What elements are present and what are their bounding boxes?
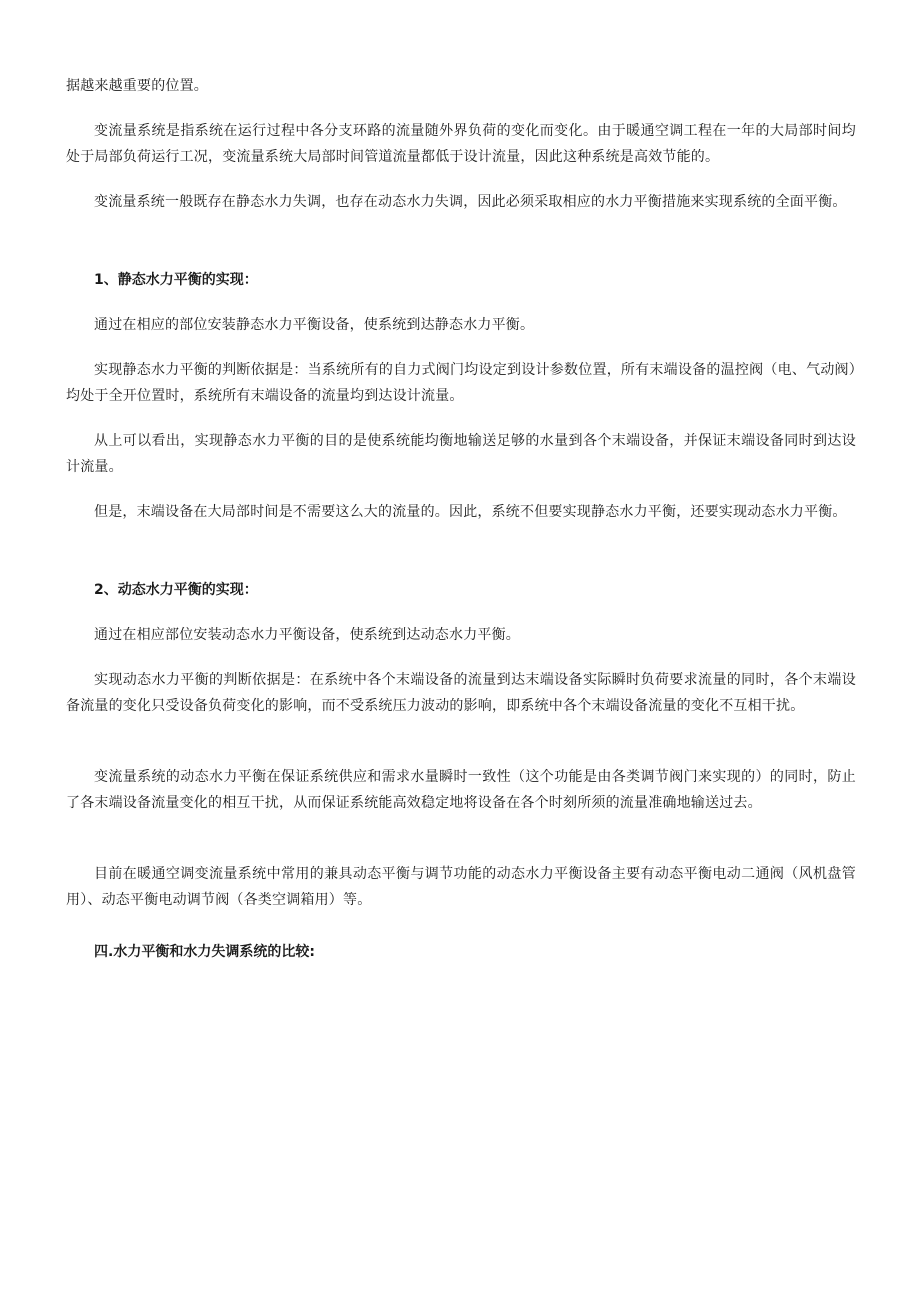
paragraph-static-devices: 通过在相应的部位安装静态水力平衡设备，使系统到达静态水力平衡。 bbox=[94, 317, 535, 333]
paragraph-dynamic-devices: 通过在相应部位安装动态水力平衡设备，使系统到达动态水力平衡。 bbox=[94, 627, 520, 643]
paragraph-variable-flow-definition: 变流量系统是指系统在运行过程中各分支环路的流量随外界负荷的变化而变化。由于暖通空调工程在一年的大局部时间均处于局部负荷运行工况，变流量系统大局部时间管道流量都低于设计流量，因此这种系统是高效节能的。 bbox=[66, 123, 856, 165]
heading-dynamic-balance: 2、动态水力平衡的实现： bbox=[94, 582, 258, 598]
paragraph-static-limitation: 但是，末端设备在大局部时间是不需要这么大的流量的。因此，系统不但要实现静态水力平衡，还要实现动态水力平衡。 bbox=[94, 504, 847, 520]
paragraph-imbalance-overview: 变流量系统一般既存在静态水力失调，也存在动态水力失调，因此必须采取相应的水力平衡措施来实现系统的全面平衡。 bbox=[94, 194, 847, 210]
paragraph-common-equipment: 目前在暖通空调变流量系统中常用的兼具动态平衡与调节功能的动态水力平衡设备主要有动态平衡电动二通阀（风机盘管用）、动态平衡电动调节阀（各类空调箱用）等。 bbox=[66, 866, 856, 908]
paragraph-static-purpose: 从上可以看出，实现静态水力平衡的目的是使系统能均衡地输送足够的水量到各个末端设备，并保证末端设备同时到达设计流量。 bbox=[66, 433, 856, 475]
paragraph-dynamic-benefit: 变流量系统的动态水力平衡在保证系统供应和需求水量瞬时一致性（这个功能是由各类调节阀门来实现的）的同时，防止了各末端设备流量变化的相互干扰，从而保证系统能高效稳定地将设备在各个时刻所须的流量准确地输送过去。 bbox=[66, 769, 856, 811]
paragraph-continuation: 据越来越重要的位置。 bbox=[66, 78, 208, 94]
paragraph-dynamic-criteria: 实现动态水力平衡的判断依据是：在系统中各个末端设备的流量到达末端设备实际瞬时负荷要求流量的同时，各个末端设备流量的变化只受设备负荷变化的影响，而不受系统压力波动的影响，即系统中各个末端设备流量的变化不互相干扰。 bbox=[66, 672, 856, 714]
paragraph-static-criteria: 实现静态水力平衡的判断依据是：当系统所有的自力式阀门均设定到设计参数位置，所有末端设备的温控阀（电、气动阀）均处于全开位置时，系统所有末端设备的流量均到达设计流量。 bbox=[66, 362, 856, 404]
heading-comparison: 四.水力平衡和水力失调系统的比较: bbox=[94, 944, 315, 960]
heading-static-balance: 1、静态水力平衡的实现： bbox=[94, 272, 258, 288]
